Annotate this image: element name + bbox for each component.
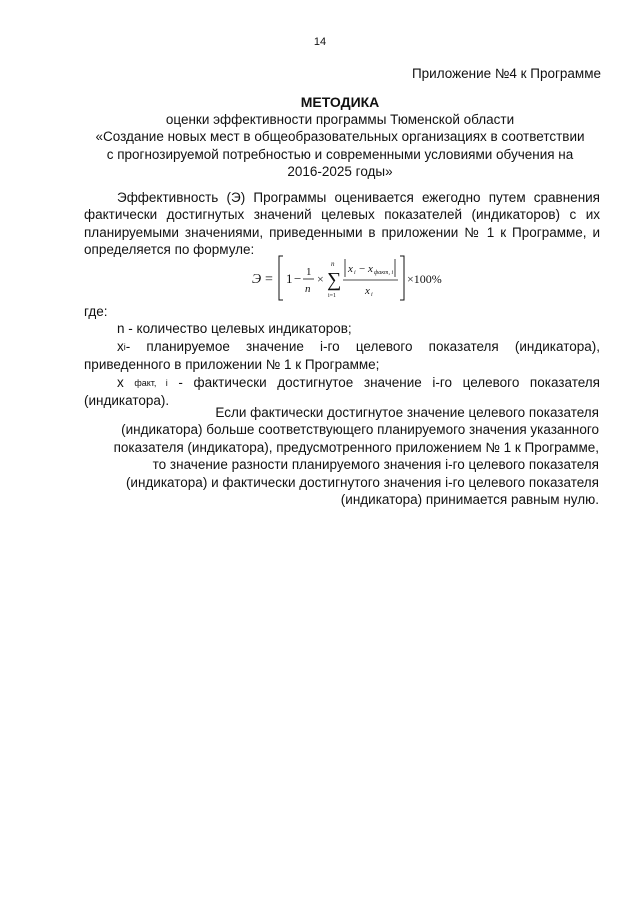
formula-left-bracket xyxy=(279,256,283,300)
formula-one: 1 xyxy=(286,271,293,286)
formula-num-minus: − xyxy=(359,263,366,275)
formula-fraction-numerator: 1 xyxy=(306,266,312,278)
heading-line-3: с прогнозируемой потребностью и современными условиями обучения на xyxy=(106,146,574,162)
definitions-block xyxy=(84,303,600,409)
document-heading xyxy=(70,94,610,180)
efficiency-formula xyxy=(250,250,490,306)
formula-percent: ×100% xyxy=(407,272,442,286)
heading-line-1: оценки эффективности программы Тюменской области xyxy=(165,112,515,128)
xi-symbol: x xyxy=(117,338,124,354)
page-number: 14 xyxy=(313,36,327,48)
formula-sum-symbol: ∑ xyxy=(327,269,342,291)
formula-den-x: x xyxy=(365,285,370,297)
xfact-symbol: x xyxy=(117,374,124,390)
note-line-6: (индикатора) принимается равным нулю. xyxy=(340,492,599,508)
xi-definition-text: - планируемое значение i-го целевого показателя (индикатора), приведенного в приложении № 1 к Программе; xyxy=(84,338,600,373)
formula-num-x: x xyxy=(348,263,353,275)
heading-line-4: 2016-2025 годы» xyxy=(287,163,393,179)
note-line-1: Если фактически достигнутое значение целевого показателя xyxy=(215,405,599,420)
formula-right-bracket xyxy=(400,256,404,300)
document-title: МЕТОДИКА xyxy=(300,94,380,110)
formula-minus: − xyxy=(294,271,302,286)
xfact-definition-text: - фактически достигнутое значение i-го целевого показателя (индикатора). xyxy=(84,374,600,409)
xi-subscript: i xyxy=(123,341,126,352)
formula-fraction-denominator: n xyxy=(305,283,311,295)
definition-xi xyxy=(84,338,600,374)
appendix-label: Приложение №4 к Программе xyxy=(411,66,601,81)
formula-num-xfact: x xyxy=(368,263,373,275)
note-line-2: (индикатора) больше соответствующего планируемого значения указанного xyxy=(121,422,599,438)
where-label: где: xyxy=(84,304,108,319)
formula-times: × xyxy=(317,272,324,286)
formula-num-sub-fact: факт, i xyxy=(374,270,394,276)
formula-sum-top: n xyxy=(331,260,335,268)
formula-equals: = xyxy=(265,272,273,287)
intro-paragraph: Эффективность (Э) Программы оценивается ежегодно путем сравнения фактически достигнутых значений целевых показателей (индикаторов) с их планируемыми значениями, приведенными в приложении № 1 к Программе, и определяется по формуле: xyxy=(84,190,600,258)
zero-rule-note xyxy=(84,404,599,508)
heading-line-2: «Создание новых мест в общеобразовательных организациях в соответствии xyxy=(95,129,585,145)
formula-num-sub-i: i xyxy=(354,270,356,276)
definition-n: n - количество целевых индикаторов; xyxy=(117,321,352,337)
note-line-3: показателя (индикатора), предусмотренного приложением № 1 к Программе, xyxy=(113,439,599,455)
note-line-4: то значение разности планируемого значения i-го целевого показателя xyxy=(152,457,599,473)
formula-den-sub-i: i xyxy=(371,292,373,298)
note-line-5: (индикатора) и фактически достигнутого значения i-го целевого показателя xyxy=(125,474,599,490)
formula-lhs: Э xyxy=(252,272,262,287)
xfact-subscript: факт, i xyxy=(134,377,168,388)
formula-sum-bottom: i=1 xyxy=(328,293,337,299)
